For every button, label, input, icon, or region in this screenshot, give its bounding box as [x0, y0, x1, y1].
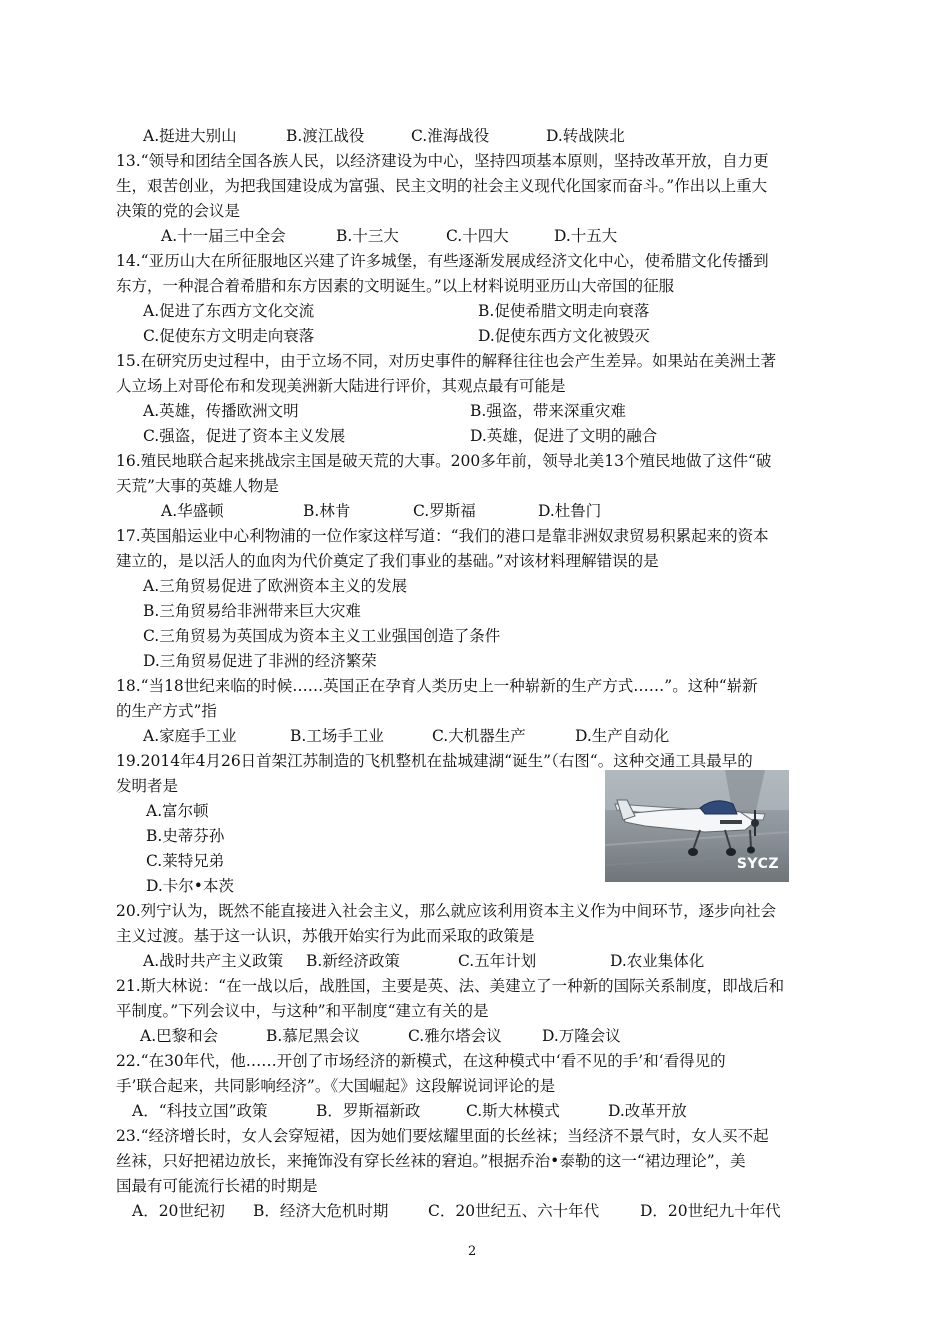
q16-option-b: B.林肯 [303, 502, 351, 520]
q15-option-d: D.英雄，促进了文明的融合 [470, 427, 658, 445]
q14-option-b: B.促使希腊文明走向衰落 [478, 302, 650, 320]
q15-stem-line-1: 15.在研究历史过程中，由于立场不同，对历史事件的解释往往也会产生差异。如果站在美洲土著 [116, 352, 777, 370]
q12-option-d: D.转战陕北 [546, 127, 625, 145]
q16-option-d: D.杜鲁门 [538, 502, 602, 520]
q15-option-b: B.强盗，带来深重灾难 [470, 402, 626, 420]
q17-option-b: B.三角贸易给非洲带来巨大灾难 [143, 602, 361, 620]
q15-option-c: C.强盗，促进了资本主义发展 [143, 427, 346, 445]
q23-option-b: B．经济大危机时期 [253, 1202, 389, 1220]
q20-option-d: D.农业集体化 [610, 952, 705, 970]
q22-option-d: D.改革开放 [608, 1102, 687, 1120]
q23-option-a: A．20世纪初 [132, 1202, 225, 1220]
q13-stem-line-3: 决策的党的会议是 [116, 202, 241, 220]
q17-option-c: C.三角贸易为英国成为资本主义工业强国创造了条件 [143, 627, 501, 645]
q15-stem-line-2: 人立场上对哥伦布和发现美洲新大陆进行评价，其观点最有可能是 [116, 377, 566, 395]
q18-option-a: A.家庭手工业 [143, 727, 237, 745]
q19-stem-line-1: 19.2014年4月26日首架江苏制造的飞机整机在盐城建湖“诞生”（右图“。这种交通工具最早的 [116, 752, 753, 770]
q18-stem-line-2: 的生产方式”指 [116, 702, 217, 720]
q18-option-b: B.工场手工业 [290, 727, 384, 745]
q19-stem-line-2: 发明者是 [116, 777, 179, 795]
q21-option-d: D.万隆会议 [542, 1027, 621, 1045]
q18-option-d: D.生产自动化 [575, 727, 670, 745]
q22-option-c: C.斯大林模式 [466, 1102, 560, 1120]
q13-option-a: A.十一届三中全会 [161, 227, 286, 245]
q17-option-d: D.三角贸易促进了非洲的经济繁荣 [143, 652, 377, 670]
q16-stem-line-2: 天荒”大事的英雄人物是 [116, 477, 279, 495]
q19-option-d: D.卡尔•本茨 [146, 877, 234, 895]
q20-option-c: C.五年计划 [458, 952, 537, 970]
q22-option-b: B．罗斯福新政 [316, 1102, 421, 1120]
q20-option-a: A.战时共产主义政策 [143, 952, 284, 970]
q17-stem-line-2: 建立的，是以活人的血肉为代价奠定了我们事业的基础。”对该材料理解错误的是 [116, 552, 659, 570]
photo-watermark: SYCZ [736, 856, 779, 872]
q17-option-a: A.三角贸易促进了欧洲资本主义的发展 [143, 577, 408, 595]
q20-stem-line-2: 主义过渡。基于这一认识，苏俄开始实行为此而采取的政策是 [116, 927, 535, 945]
q15-option-a: A.英雄，传播欧洲文明 [143, 402, 299, 420]
q20-option-b: B.新经济政策 [306, 952, 400, 970]
q19-option-a: A.富尔顿 [146, 802, 209, 820]
q14-stem-line-2: 东方，一种混合着希腊和东方因素的文明诞生。”以上材料说明亚历山大帝国的征服 [116, 277, 675, 295]
q22-stem-line-2: 手’联合起来，共同影响经济”。《大国崛起》这段解说词评论的是 [116, 1077, 556, 1095]
q20-stem-line-1: 20.列宁认为，既然不能直接进入社会主义，那么就应该利用资本主义作为中间环节，逐步向社会 [116, 902, 777, 920]
q13-option-c: C.十四大 [446, 227, 509, 245]
q21-option-c: C.雅尔塔会议 [408, 1027, 502, 1045]
q13-stem-line-1: 13.“领导和团结全国各族人民，以经济建设为中心，坚持四项基本原则，坚持改革开放，自力更 [116, 152, 769, 170]
q16-option-a: A.华盛顿 [161, 502, 224, 520]
q12-option-b: B.渡江战役 [286, 127, 365, 145]
q19-option-b: B.史蒂芬孙 [146, 827, 225, 845]
q13-option-b: B.十三大 [336, 227, 399, 245]
q23-option-d: D．20世纪九十年代 [640, 1202, 781, 1220]
q14-option-d: D.促使东西方文化被毁灭 [478, 327, 650, 345]
q13-stem-line-2: 生，艰苦创业，为把我国建设成为富强、民主文明的社会主义现代化国家而奋斗。”作出以上重大 [116, 177, 768, 195]
q22-stem-line-1: 22.“在30年代，他……开创了市场经济的新模式，在这种模式中‘看不见的手’和‘看得见的 [116, 1052, 726, 1070]
q14-stem-line-1: 14.“亚历山大在所征服地区兴建了许多城堡，有些逐渐发展成经济文化中心，使希腊文化传播到 [116, 252, 769, 270]
q12-option-c: C.淮海战役 [411, 127, 490, 145]
q21-option-a: A.巴黎和会 [140, 1027, 219, 1045]
q18-option-c: C.大机器生产 [432, 727, 526, 745]
q21-stem-line-2: 平制度。”下列会议中，与这种”和平制度“建立有关的是 [116, 1002, 489, 1020]
q23-option-c: C．20世纪五、六十年代 [428, 1202, 600, 1220]
q16-stem-line-1: 16.殖民地联合起来挑战宗主国是破天荒的大事。200多年前，领导北美13个殖民地做了这件“破 [116, 452, 772, 470]
q19-option-c: C.莱特兄弟 [146, 852, 225, 870]
q13-option-d: D.十五大 [554, 227, 618, 245]
q17-stem-line-1: 17.英国船运业中心利物浦的一位作家这样写道：“我们的港口是靠非洲奴隶贸易积累起来的资本 [116, 527, 769, 545]
q21-option-b: B.慕尼黑会议 [266, 1027, 360, 1045]
q14-option-a: A.促进了东西方文化交流 [143, 302, 315, 320]
q18-stem-line-1: 18.“当18世纪来临的时候……英国正在孕育人类历史上一种崭新的生产方式……”。这种“崭新 [116, 677, 758, 695]
q23-stem-line-3: 国最有可能流行长裙的时期是 [116, 1177, 318, 1195]
q12-option-a: A.挺进大别山 [143, 127, 237, 145]
airplane-photo [605, 770, 789, 882]
q23-stem-line-2: 丝袜，只好把裙边放长，来掩饰没有穿长丝袜的窘迫。”根据乔治•泰勒的这一“裙边理论”，美 [116, 1152, 746, 1170]
q21-stem-line-1: 21.斯大林说：“在一战以后，战胜国，主要是英、法、美建立了一种新的国际关系制度，即战后和 [116, 977, 785, 995]
q14-option-c: C.促使东方文明走向衰落 [143, 327, 315, 345]
q23-stem-line-1: 23.“经济增长时，女人会穿短裙，因为她们要炫耀里面的长丝袜；当经济不景气时，女人买不起 [116, 1127, 769, 1145]
page-number: 2 [468, 1244, 477, 1259]
q22-option-a: A．“科技立国”政策 [132, 1102, 268, 1120]
q16-option-c: C.罗斯福 [413, 502, 476, 520]
